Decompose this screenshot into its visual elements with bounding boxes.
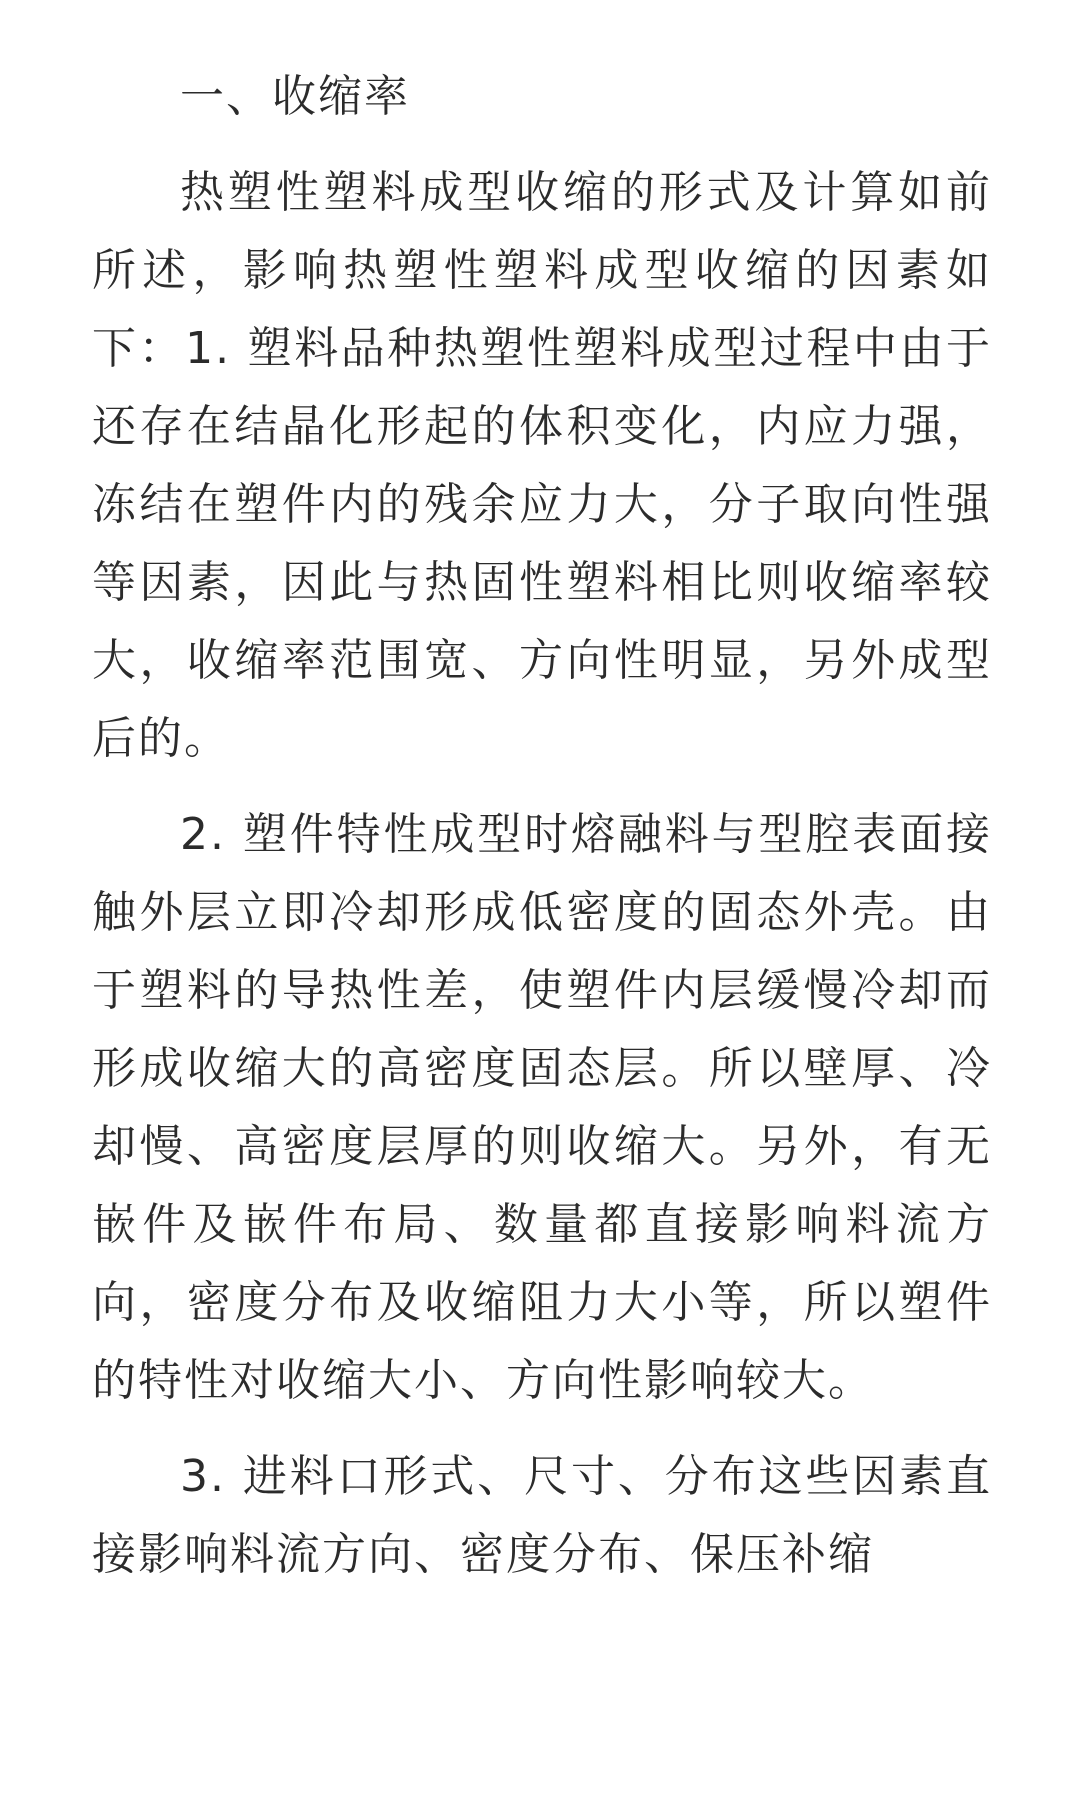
article-body [92,58,992,1594]
paragraph-2: 2. 塑件特性成型时熔融料与型腔表面接触外层立即冷却形成低密度的固态外壳。由于塑料的导热性差，使塑件内层缓慢冷却而形成收缩大的高密度固态层。所以壁厚、冷却慢、高密度层厚的则收缩大。另外，有无嵌件及嵌件布局、数量都直接影响料流方向，密度分布及收缩阻力大小等，所以塑件的特性对收缩大小、方向性影响较大。 [92,809,992,1406]
paragraph-3: 3. 进料口形式、尺寸、分布这些因素直接影响料流方向、密度分布、保压补缩 [92,1451,992,1580]
paragraph-1: 热塑性塑料成型收缩的形式及计算如前所述，影响热塑性塑料成型收缩的因素如下：1. 塑料品种热塑性塑料成型过程中由于还存在结晶化形起的体积变化，内应力强，冻结在塑件内的残余应力大，分子取向性强等因素，因此与热固性塑料相比则收缩率较大，收缩率范围宽、方向性明显，另外成型后的。 [92,167,992,764]
section-heading: 一、收缩率 [180,71,410,122]
